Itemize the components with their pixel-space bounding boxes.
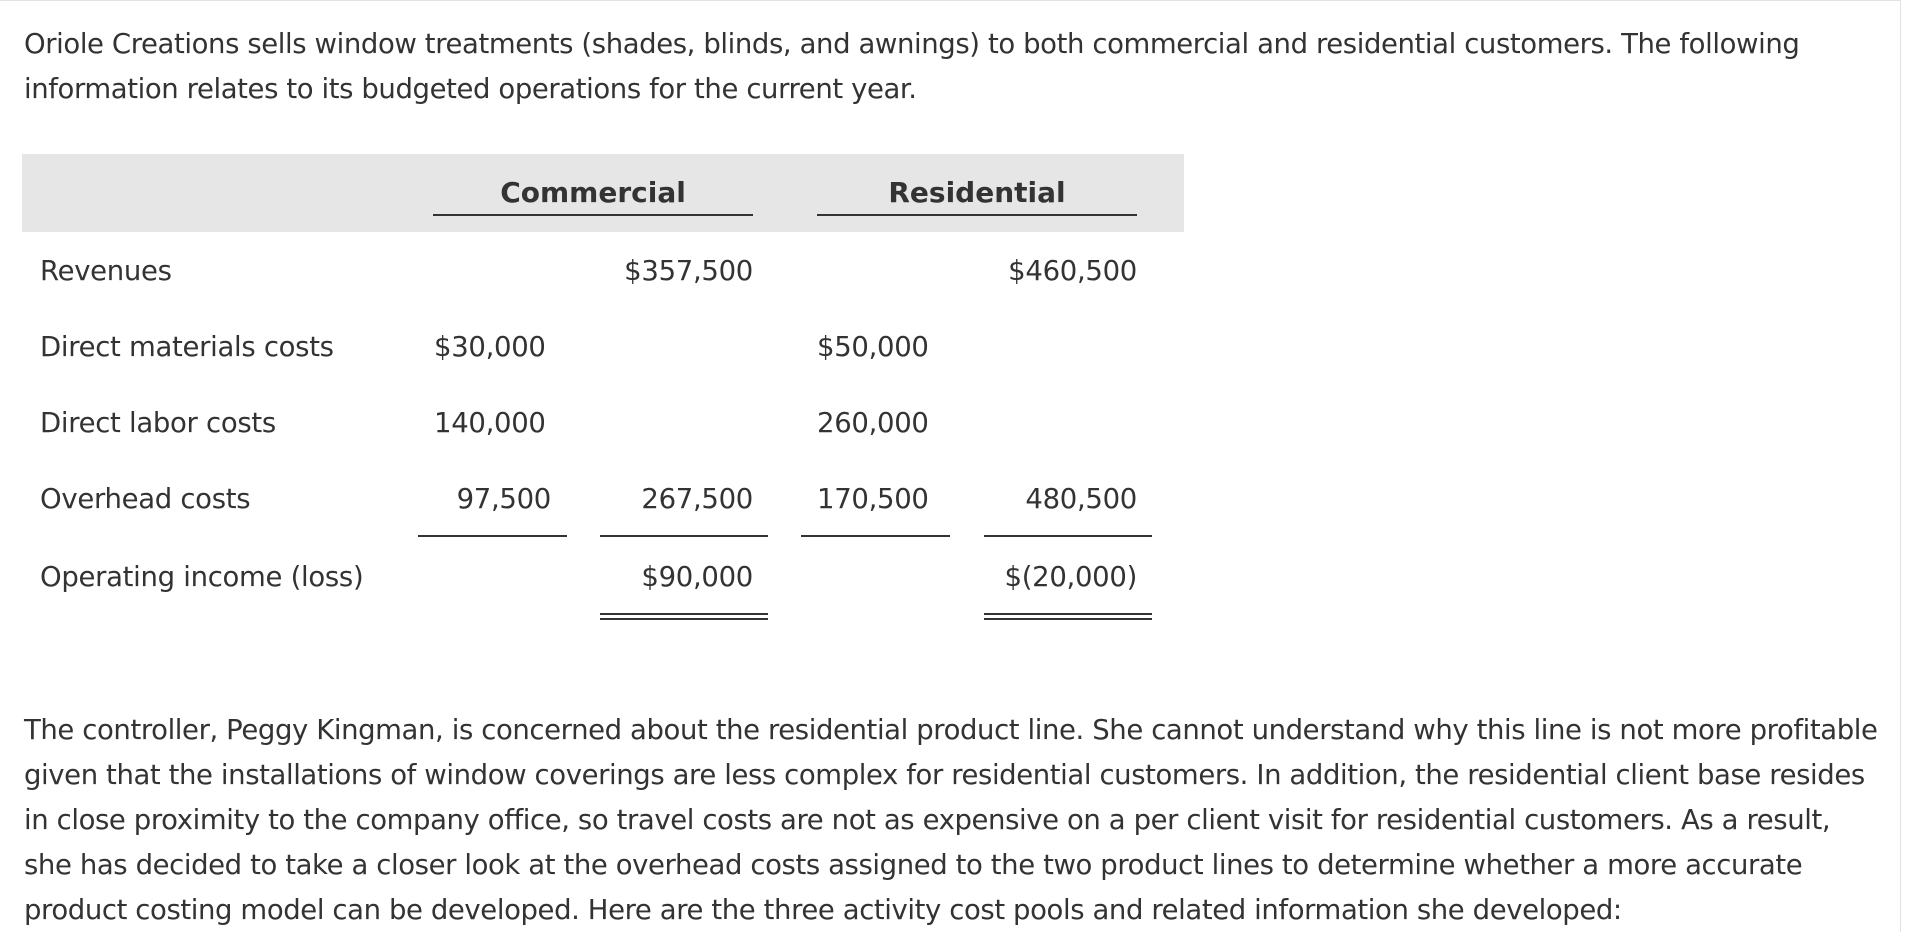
total-double-underline bbox=[600, 613, 768, 615]
cell-residential-inner: 170,500 bbox=[817, 483, 929, 515]
cell-commercial-inner: 140,000 bbox=[434, 407, 546, 439]
cell-residential-inner: $50,000 bbox=[817, 331, 929, 363]
row-label-direct-materials: Direct materials costs bbox=[40, 331, 334, 363]
cell-residential-total: $460,500 bbox=[1008, 255, 1137, 287]
total-double-underline bbox=[984, 618, 1152, 620]
intro-paragraph: Oriole Creations sells window treatments (shades, blinds, and awnings) to both commercial and residential customers. The following information relates to its budgeted operations for the current year. bbox=[24, 28, 1800, 105]
subtotal-underline bbox=[418, 535, 567, 537]
row-label-operating-income: Operating income (loss) bbox=[40, 561, 364, 593]
column-header-underline bbox=[817, 214, 1137, 216]
followup-paragraph: The controller, Peggy Kingman, is concerned about the residential product line. She cannot understand why this line is not more profitable given that the installations of window coverings are less complex for residential customers. In addition, the residential client base resides in close proximity to the company office, so travel costs are not as expensive on a per client visit for residential customers. As a result, she has decided to take a closer look at the overhead costs assigned to the two product lines to determine whether a more accurate product costing model can be developed. Here are the three activity cost pools and related information she developed: bbox=[24, 714, 1878, 926]
top-border bbox=[0, 0, 1900, 1]
row-label-overhead: Overhead costs bbox=[40, 483, 251, 515]
column-header-underline bbox=[433, 214, 753, 216]
row-label-direct-labor: Direct labor costs bbox=[40, 407, 276, 439]
subtotal-underline bbox=[801, 535, 950, 537]
cell-residential-total: 480,500 bbox=[1025, 483, 1137, 515]
right-border bbox=[1900, 0, 1901, 932]
cell-commercial-inner: 97,500 bbox=[456, 483, 551, 515]
row-label-revenues: Revenues bbox=[40, 255, 172, 287]
total-double-underline bbox=[600, 618, 768, 620]
cell-commercial-total: $357,500 bbox=[624, 255, 753, 287]
cell-commercial-inner: $30,000 bbox=[434, 331, 546, 363]
column-header-residential: Residential bbox=[888, 176, 1066, 209]
total-double-underline bbox=[984, 613, 1152, 615]
subtotal-underline bbox=[600, 535, 768, 537]
cell-commercial-total: 267,500 bbox=[641, 483, 753, 515]
subtotal-underline bbox=[984, 535, 1152, 537]
cell-residential-total: $(20,000) bbox=[1004, 561, 1137, 593]
cell-residential-inner: 260,000 bbox=[817, 407, 929, 439]
column-header-commercial: Commercial bbox=[500, 176, 686, 209]
cell-commercial-total: $90,000 bbox=[641, 561, 753, 593]
